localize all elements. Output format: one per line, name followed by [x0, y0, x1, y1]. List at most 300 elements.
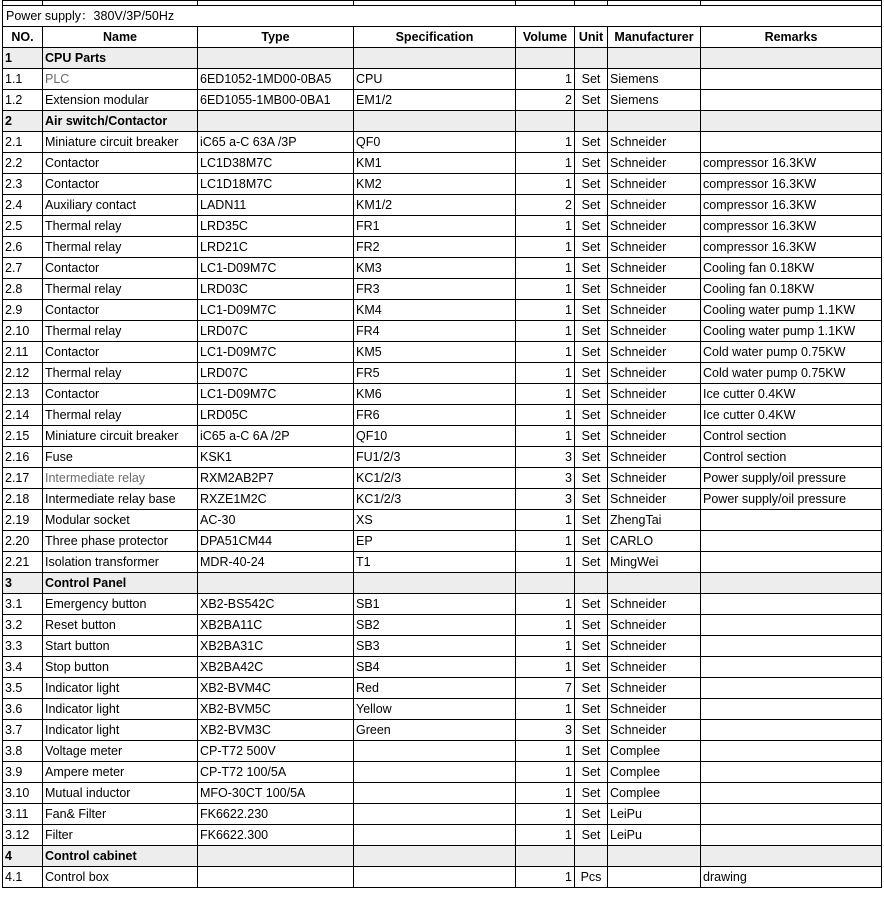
cell-specification: KM2 — [354, 174, 516, 195]
cell-type: MDR-40-24 — [198, 552, 354, 573]
cell-manufacturer: Schneider — [608, 615, 701, 636]
cell-type: LC1D18M7C — [198, 174, 354, 195]
cell-type: XB2BA31C — [198, 636, 354, 657]
header-specification: Specification — [354, 27, 516, 48]
cell-unit: Set — [575, 90, 608, 111]
power-supply-row — [3, 6, 882, 27]
cell-remarks — [701, 762, 882, 783]
cell-remarks — [701, 699, 882, 720]
cell-name: Intermediate relay base — [43, 489, 198, 510]
cell-specification: EM1/2 — [354, 90, 516, 111]
cell-specification: KM6 — [354, 384, 516, 405]
cell-volume: 1 — [516, 237, 575, 258]
cell-no: 2.10 — [3, 321, 43, 342]
cell-remarks — [701, 615, 882, 636]
cell-manufacturer: CARLO — [608, 531, 701, 552]
section-title: Control Panel — [43, 573, 198, 594]
cell-name: Contactor — [43, 258, 198, 279]
cell-volume: 2 — [516, 195, 575, 216]
cell-name: Modular socket — [43, 510, 198, 531]
cell-specification: FR5 — [354, 363, 516, 384]
cell-specification: FR3 — [354, 279, 516, 300]
cell-type: iC65 a-C 6A /2P — [198, 426, 354, 447]
cell-no: 2.5 — [3, 216, 43, 237]
cell-manufacturer: Siemens — [608, 90, 701, 111]
cell-no: 1.2 — [3, 90, 43, 111]
cell-name: Thermal relay — [43, 321, 198, 342]
cell-specification — [354, 867, 516, 888]
cell-volume: 1 — [516, 804, 575, 825]
section-title: CPU Parts — [43, 48, 198, 69]
cell-specification — [354, 783, 516, 804]
cell-remarks: Ice cutter 0.4KW — [701, 384, 882, 405]
cell-no: 2.9 — [3, 300, 43, 321]
cell-manufacturer: Schneider — [608, 321, 701, 342]
cell-volume: 1 — [516, 258, 575, 279]
cell-unit: Set — [575, 804, 608, 825]
cell-no: 2.14 — [3, 405, 43, 426]
table-row — [3, 132, 882, 153]
cell-manufacturer: Schneider — [608, 678, 701, 699]
table-row — [3, 594, 882, 615]
cell-no: 3.9 — [3, 762, 43, 783]
cell-manufacturer: Schneider — [608, 279, 701, 300]
cell-volume: 1 — [516, 321, 575, 342]
cell-manufacturer: Schneider — [608, 447, 701, 468]
table-row — [3, 405, 882, 426]
cell-type: XB2-BVM4C — [198, 678, 354, 699]
cell-specification: FR6 — [354, 405, 516, 426]
cell-name: Miniature circuit breaker — [43, 426, 198, 447]
cell-type: CP-T72 100/5A — [198, 762, 354, 783]
cell-no: 3.11 — [3, 804, 43, 825]
cell-volume: 1 — [516, 300, 575, 321]
cell-no: 2.17 — [3, 468, 43, 489]
header-row — [3, 27, 882, 48]
cell-specification: Yellow — [354, 699, 516, 720]
cell-type: XB2-BS542C — [198, 594, 354, 615]
cell-name: Contactor — [43, 384, 198, 405]
cell-type: LRD35C — [198, 216, 354, 237]
cell-remarks: Cooling fan 0.18KW — [701, 279, 882, 300]
cell-name: Three phase protector — [43, 531, 198, 552]
table-row — [3, 384, 882, 405]
cell-remarks — [701, 90, 882, 111]
table-row — [3, 783, 882, 804]
table-row — [3, 174, 882, 195]
cell-type: iC65 a-C 63A /3P — [198, 132, 354, 153]
cell-no: 2.3 — [3, 174, 43, 195]
cell-specification: KC1/2/3 — [354, 468, 516, 489]
cell-volume: 1 — [516, 363, 575, 384]
cell-no: 2.7 — [3, 258, 43, 279]
cell-unit: Pcs — [575, 867, 608, 888]
section-number: 3 — [3, 573, 43, 594]
cell-unit: Set — [575, 741, 608, 762]
cell-volume: 1 — [516, 594, 575, 615]
cell-remarks: Cooling fan 0.18KW — [701, 258, 882, 279]
cell-specification: XS — [354, 510, 516, 531]
cell-no: 3.4 — [3, 657, 43, 678]
table-row — [3, 741, 882, 762]
cell-unit: Set — [575, 216, 608, 237]
table-row — [3, 636, 882, 657]
cell-no: 3.7 — [3, 720, 43, 741]
cell-unit: Set — [575, 510, 608, 531]
cell-manufacturer: Schneider — [608, 636, 701, 657]
cell-name: Stop button — [43, 657, 198, 678]
cell-manufacturer: Schneider — [608, 405, 701, 426]
table-row — [3, 510, 882, 531]
table-row — [3, 153, 882, 174]
cell-type: LRD07C — [198, 363, 354, 384]
cell-manufacturer: Schneider — [608, 195, 701, 216]
section-row — [3, 846, 882, 867]
parts-list-table — [2, 0, 882, 888]
cell-volume: 1 — [516, 657, 575, 678]
cell-specification: SB1 — [354, 594, 516, 615]
cell-unit: Set — [575, 363, 608, 384]
cell-manufacturer: Schneider — [608, 384, 701, 405]
table-row — [3, 342, 882, 363]
table-row — [3, 699, 882, 720]
cell-volume: 1 — [516, 783, 575, 804]
cell-remarks: Control section — [701, 447, 882, 468]
cell-name: Fuse — [43, 447, 198, 468]
cell-unit: Set — [575, 762, 608, 783]
cell-volume: 1 — [516, 867, 575, 888]
cell-unit: Set — [575, 615, 608, 636]
cell-specification — [354, 741, 516, 762]
cell-name: Contactor — [43, 153, 198, 174]
cell-specification: EP — [354, 531, 516, 552]
cell-volume: 1 — [516, 342, 575, 363]
cell-remarks — [701, 510, 882, 531]
cell-unit: Set — [575, 342, 608, 363]
cell-remarks — [701, 636, 882, 657]
table-row — [3, 69, 882, 90]
cell-type: RXM2AB2P7 — [198, 468, 354, 489]
section-row — [3, 48, 882, 69]
cell-name: Indicator light — [43, 720, 198, 741]
table-row — [3, 552, 882, 573]
cell-type: LADN11 — [198, 195, 354, 216]
cell-no: 2.21 — [3, 552, 43, 573]
table-row — [3, 489, 882, 510]
cell-specification: KM3 — [354, 258, 516, 279]
cell-manufacturer: Schneider — [608, 426, 701, 447]
cell-specification — [354, 825, 516, 846]
cell-type: 6ED1055-1MB00-0BA1 — [198, 90, 354, 111]
cell-name: PLC — [43, 69, 198, 90]
cell-unit: Set — [575, 153, 608, 174]
cell-unit: Set — [575, 489, 608, 510]
cell-type: LC1-D09M7C — [198, 342, 354, 363]
cell-name: Thermal relay — [43, 216, 198, 237]
section-number: 4 — [3, 846, 43, 867]
cell-unit: Set — [575, 384, 608, 405]
cell-unit: Set — [575, 678, 608, 699]
header-unit: Unit — [575, 27, 608, 48]
cell-remarks — [701, 678, 882, 699]
cell-manufacturer: Schneider — [608, 363, 701, 384]
cell-unit: Set — [575, 594, 608, 615]
cell-no: 4.1 — [3, 867, 43, 888]
table-row — [3, 720, 882, 741]
cell-type: XB2-BVM3C — [198, 720, 354, 741]
header-manufacturer: Manufacturer — [608, 27, 701, 48]
section-row — [3, 111, 882, 132]
section-number: 2 — [3, 111, 43, 132]
cell-volume: 1 — [516, 636, 575, 657]
cell-specification: SB3 — [354, 636, 516, 657]
cell-manufacturer: Schneider — [608, 174, 701, 195]
cell-type: XB2BA42C — [198, 657, 354, 678]
cell-manufacturer: Schneider — [608, 468, 701, 489]
table-row — [3, 678, 882, 699]
table-row — [3, 279, 882, 300]
cell-name: Extension modular — [43, 90, 198, 111]
cell-type: DPA51CM44 — [198, 531, 354, 552]
cell-remarks — [701, 531, 882, 552]
cell-name: Auxiliary contact — [43, 195, 198, 216]
cell-volume: 1 — [516, 615, 575, 636]
cell-no: 3.5 — [3, 678, 43, 699]
cell-no: 2.8 — [3, 279, 43, 300]
cell-volume: 1 — [516, 699, 575, 720]
cell-specification — [354, 804, 516, 825]
cell-remarks: Cold water pump 0.75KW — [701, 342, 882, 363]
cell-no: 2.4 — [3, 195, 43, 216]
cell-manufacturer: Schneider — [608, 594, 701, 615]
cell-name: Miniature circuit breaker — [43, 132, 198, 153]
cell-volume: 1 — [516, 825, 575, 846]
cell-remarks: Control section — [701, 426, 882, 447]
cell-volume: 3 — [516, 720, 575, 741]
cell-specification: SB2 — [354, 615, 516, 636]
cell-specification — [354, 762, 516, 783]
cell-unit: Set — [575, 279, 608, 300]
cell-unit: Set — [575, 174, 608, 195]
cell-type: 6ED1052-1MD00-0BA5 — [198, 69, 354, 90]
cell-manufacturer — [608, 867, 701, 888]
cell-unit: Set — [575, 405, 608, 426]
table-row — [3, 657, 882, 678]
cell-name: Filter — [43, 825, 198, 846]
cell-manufacturer: Schneider — [608, 237, 701, 258]
cell-no: 3.8 — [3, 741, 43, 762]
cell-volume: 1 — [516, 405, 575, 426]
cell-manufacturer: ZhengTai — [608, 510, 701, 531]
table-row — [3, 867, 882, 888]
table-row — [3, 615, 882, 636]
table-row — [3, 531, 882, 552]
cell-specification: KM1/2 — [354, 195, 516, 216]
cell-remarks: compressor 16.3KW — [701, 153, 882, 174]
header-volume: Volume — [516, 27, 575, 48]
cell-manufacturer: Schneider — [608, 153, 701, 174]
table-row — [3, 447, 882, 468]
cell-type: FK6622.230 — [198, 804, 354, 825]
table-row — [3, 195, 882, 216]
cell-specification: CPU — [354, 69, 516, 90]
cell-volume: 1 — [516, 510, 575, 531]
cell-manufacturer: Schneider — [608, 300, 701, 321]
cell-unit: Set — [575, 258, 608, 279]
cell-volume: 7 — [516, 678, 575, 699]
cell-unit: Set — [575, 69, 608, 90]
cell-type: LRD05C — [198, 405, 354, 426]
section-row — [3, 573, 882, 594]
cell-no: 2.1 — [3, 132, 43, 153]
cell-unit: Set — [575, 237, 608, 258]
cell-manufacturer: Schneider — [608, 657, 701, 678]
cell-name: Indicator light — [43, 678, 198, 699]
cell-type: MFO-30CT 100/5A — [198, 783, 354, 804]
cell-no: 1.1 — [3, 69, 43, 90]
cell-volume: 1 — [516, 153, 575, 174]
cell-no: 2.11 — [3, 342, 43, 363]
table-row — [3, 825, 882, 846]
cell-no: 3.2 — [3, 615, 43, 636]
cell-remarks — [701, 741, 882, 762]
cell-specification: FR1 — [354, 216, 516, 237]
cell-type: XB2-BVM5C — [198, 699, 354, 720]
cell-manufacturer: Schneider — [608, 258, 701, 279]
cell-type: LRD21C — [198, 237, 354, 258]
cell-remarks: Cooling water pump 1.1KW — [701, 321, 882, 342]
cell-volume: 1 — [516, 531, 575, 552]
cell-no: 2.13 — [3, 384, 43, 405]
cell-volume: 1 — [516, 69, 575, 90]
power-supply-text: Power supply：380V/3P/50Hz — [3, 6, 882, 27]
cell-unit: Set — [575, 195, 608, 216]
cell-volume: 1 — [516, 552, 575, 573]
cell-unit: Set — [575, 636, 608, 657]
cell-manufacturer: LeiPu — [608, 804, 701, 825]
cell-volume: 1 — [516, 132, 575, 153]
cell-volume: 2 — [516, 90, 575, 111]
cell-type: LC1-D09M7C — [198, 384, 354, 405]
cell-remarks: Cooling water pump 1.1KW — [701, 300, 882, 321]
cell-unit: Set — [575, 447, 608, 468]
cell-no: 3.10 — [3, 783, 43, 804]
cell-no: 2.18 — [3, 489, 43, 510]
cell-manufacturer: Schneider — [608, 699, 701, 720]
cell-remarks: compressor 16.3KW — [701, 174, 882, 195]
cell-name: Contactor — [43, 300, 198, 321]
cell-remarks — [701, 720, 882, 741]
cell-name: Control box — [43, 867, 198, 888]
cell-remarks: compressor 16.3KW — [701, 237, 882, 258]
cell-remarks — [701, 825, 882, 846]
cell-volume: 1 — [516, 426, 575, 447]
section-number: 1 — [3, 48, 43, 69]
cell-unit: Set — [575, 468, 608, 489]
cell-unit: Set — [575, 426, 608, 447]
cell-name: Contactor — [43, 174, 198, 195]
table-row — [3, 216, 882, 237]
cell-no: 2.16 — [3, 447, 43, 468]
cell-manufacturer: Schneider — [608, 720, 701, 741]
cell-type: CP-T72 500V — [198, 741, 354, 762]
table-row — [3, 237, 882, 258]
cell-specification: QF0 — [354, 132, 516, 153]
cell-remarks: Power supply/oil pressure — [701, 468, 882, 489]
cell-manufacturer: Complee — [608, 783, 701, 804]
cell-remarks — [701, 783, 882, 804]
cell-name: Reset button — [43, 615, 198, 636]
table-row — [3, 804, 882, 825]
cell-specification: FR2 — [354, 237, 516, 258]
cell-no: 2.6 — [3, 237, 43, 258]
table-row — [3, 258, 882, 279]
cell-name: Emergency button — [43, 594, 198, 615]
cell-name: Isolation transformer — [43, 552, 198, 573]
cell-name: Start button — [43, 636, 198, 657]
cell-remarks — [701, 69, 882, 90]
table-row — [3, 321, 882, 342]
cell-type — [198, 867, 354, 888]
cell-specification: Green — [354, 720, 516, 741]
table-row — [3, 90, 882, 111]
cell-remarks — [701, 132, 882, 153]
cell-type: LRD07C — [198, 321, 354, 342]
cell-volume: 3 — [516, 447, 575, 468]
cell-type: LC1D38M7C — [198, 153, 354, 174]
cell-name: Fan& Filter — [43, 804, 198, 825]
cell-volume: 3 — [516, 489, 575, 510]
cell-remarks: Ice cutter 0.4KW — [701, 405, 882, 426]
cell-no: 2.12 — [3, 363, 43, 384]
cell-specification: SB4 — [354, 657, 516, 678]
cell-specification: KM5 — [354, 342, 516, 363]
cell-unit: Set — [575, 321, 608, 342]
cell-name: Voltage meter — [43, 741, 198, 762]
header-no: NO. — [3, 27, 43, 48]
cell-name: Indicator light — [43, 699, 198, 720]
table-row — [3, 762, 882, 783]
cell-manufacturer: Complee — [608, 741, 701, 762]
section-title: Air switch/Contactor — [43, 111, 198, 132]
cell-no: 3.1 — [3, 594, 43, 615]
cell-manufacturer: Schneider — [608, 132, 701, 153]
cell-manufacturer: Schneider — [608, 216, 701, 237]
cell-manufacturer: Schneider — [608, 489, 701, 510]
cell-type: LRD03C — [198, 279, 354, 300]
cell-name: Thermal relay — [43, 363, 198, 384]
cell-specification: KM1 — [354, 153, 516, 174]
cell-specification: FR4 — [354, 321, 516, 342]
cell-unit: Set — [575, 552, 608, 573]
cell-remarks: Cold water pump 0.75KW — [701, 363, 882, 384]
cell-specification: QF10 — [354, 426, 516, 447]
cell-specification: KM4 — [354, 300, 516, 321]
cell-type: AC-30 — [198, 510, 354, 531]
cell-volume: 1 — [516, 279, 575, 300]
cell-volume: 3 — [516, 468, 575, 489]
cell-volume: 1 — [516, 741, 575, 762]
cell-remarks — [701, 804, 882, 825]
cell-remarks: drawing — [701, 867, 882, 888]
cell-no: 2.19 — [3, 510, 43, 531]
cell-specification: T1 — [354, 552, 516, 573]
cell-manufacturer: LeiPu — [608, 825, 701, 846]
cell-no: 3.12 — [3, 825, 43, 846]
cell-remarks — [701, 594, 882, 615]
header-name: Name — [43, 27, 198, 48]
cell-unit: Set — [575, 699, 608, 720]
